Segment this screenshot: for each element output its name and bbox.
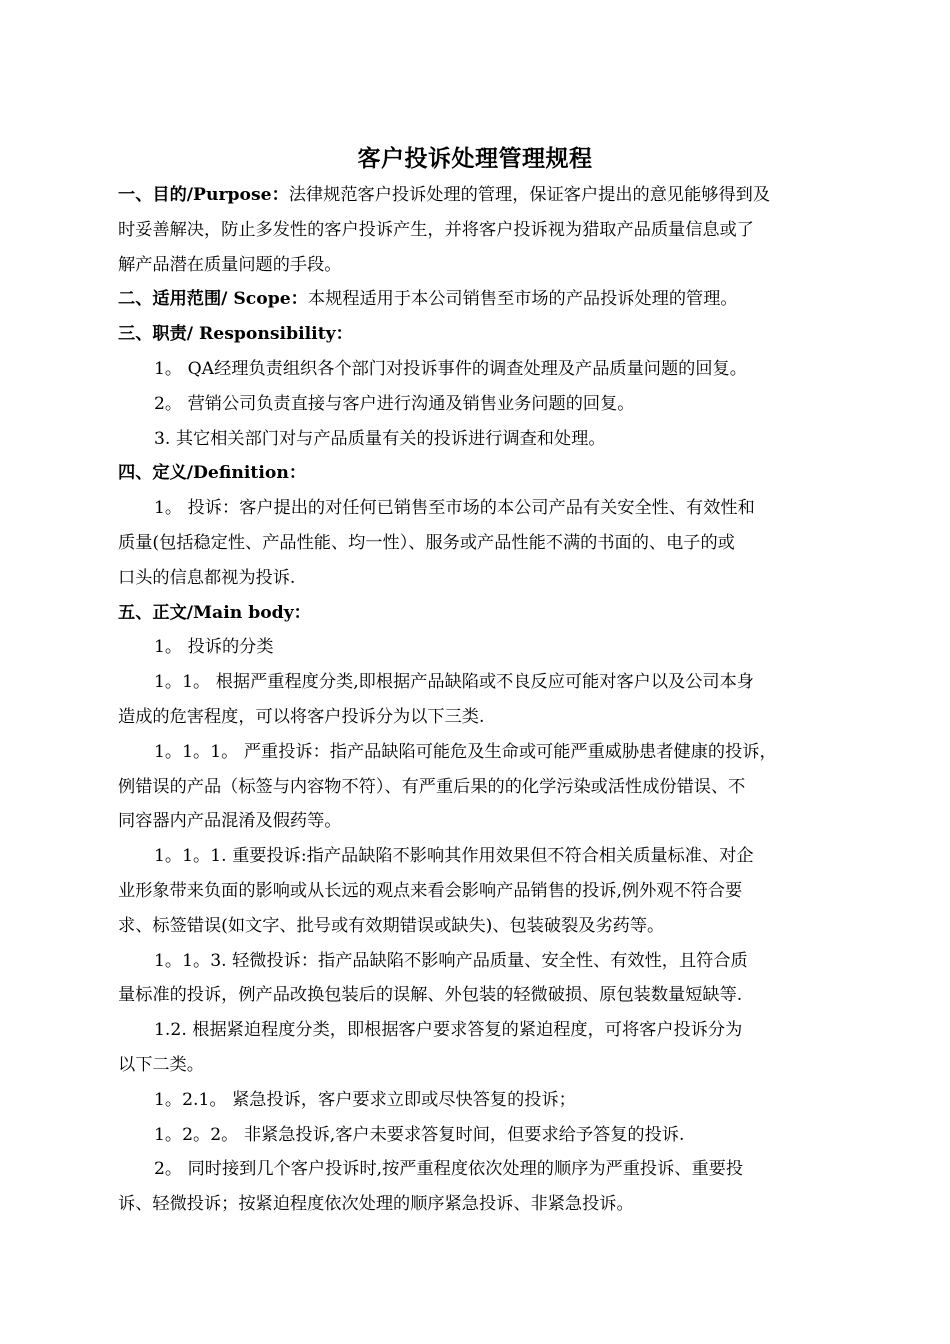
section-heading: 一、目的/Purpose： — [118, 185, 289, 205]
line-text: 1。 投诉的分类 — [154, 637, 274, 658]
line-text: 1。 投诉：客户提出的对任何已销售至市场的本公司产品有关安全性、有效性和 — [154, 498, 755, 519]
document-line — [118, 1152, 838, 1187]
line-text: 1。1。1。 严重投诉：指产品缺陷可能危及生命或可能严重威胁患者健康的投诉， — [154, 741, 777, 762]
document-line — [118, 456, 838, 491]
line-text: 1。1。 根据严重程度分类,即根据产品缺陷或不良反应可能对客户以及公司本身 — [154, 672, 754, 693]
line-text: 质量(包括稳定性、产品性能、均一性）、服务或产品性能不满的书面的、电子的或 — [118, 532, 735, 553]
line-text: 本规程适用于本公司销售至市场的产品投诉处理的管理。 — [307, 289, 738, 310]
document-line — [118, 1048, 838, 1083]
document-line — [118, 944, 838, 979]
document-line — [118, 387, 838, 422]
document-line — [118, 1187, 838, 1222]
document-line — [118, 665, 838, 700]
line-text: 量标准的投诉，例产品改换包装后的误解、外包装的轻微破损、原包装数量短缺等. — [118, 985, 743, 1006]
line-text: 3. 其它相关部门对与产品质量有关的投诉进行调查和处理。 — [154, 428, 606, 449]
line-text: 1。1。1. 重要投诉:指产品缺陷不影响其作用效果但不符合相关质量标准、对企 — [154, 846, 754, 867]
line-text: 时妥善解决，防止多发性的客户投诉产生，并将客户投诉视为猎取产品质量信息或了 — [118, 219, 754, 240]
document-line — [118, 978, 838, 1013]
document-line — [118, 874, 838, 909]
document-line — [118, 735, 838, 770]
document-line — [118, 839, 838, 874]
document-line — [118, 630, 838, 665]
document-line — [118, 213, 838, 248]
document-line — [118, 282, 838, 317]
section-heading: 四、定义/Definition： — [118, 463, 307, 484]
document-line — [118, 248, 838, 283]
document-line — [118, 909, 838, 944]
document-line — [118, 1013, 838, 1048]
document-line — [118, 317, 838, 352]
section-heading: 三、职责/ Responsibility： — [118, 324, 353, 345]
document-line — [118, 1118, 838, 1153]
line-text: 解产品潜在质量问题的手段。 — [118, 254, 342, 275]
line-text: 造成的危害程度，可以将客户投诉分为以下三类. — [118, 706, 485, 727]
line-text: 例错误的产品（标签与内容物不符）、有严重后果的的化学污染或活性成份错误、不 — [118, 776, 746, 797]
line-text: 2。 营销公司负责直接与客户进行沟通及销售业务问题的回复。 — [154, 393, 635, 414]
document-line — [118, 491, 838, 526]
line-text: 口头的信息都视为投诉. — [118, 567, 296, 588]
section-heading: 二、适用范围/ Scope： — [118, 289, 308, 310]
line-text: 业形象带来负面的影响或从长远的观点来看会影响产品销售的投诉,例外观不符合要 — [118, 880, 743, 901]
line-text: 求、标签错误(如文字、批号或有效期错误或缺失)、包装破裂及劣药等。 — [118, 915, 665, 936]
document-line — [118, 526, 838, 561]
line-text: 诉、轻微投诉；按紧迫程度依次处理的顺序紧急投诉、非紧急投诉。 — [118, 1194, 634, 1215]
section-heading: 五、正文/Main body： — [118, 602, 311, 623]
document-line — [118, 1083, 838, 1118]
document-line — [118, 352, 838, 387]
document-line — [118, 804, 838, 839]
line-text: 1.2. 根据紧迫程度分类，即根据客户要求答复的紧迫程度，可将客户投诉分为 — [154, 1020, 743, 1041]
document-line — [118, 422, 838, 457]
line-text: 法律规范客户投诉处理的管理，保证客户提出的意见能够得到及 — [288, 185, 771, 205]
line-text: 1。 QA经理负责组织各个部门对投诉事件的调查处理及产品质量问题的回复。 — [154, 358, 747, 379]
document-line — [118, 178, 838, 213]
document-title: 客户投诉处理管理规程 — [357, 145, 593, 172]
line-text: 1。2。2。 非紧急投诉,客户未要求答复时间，但要求给予答复的投诉. — [154, 1124, 685, 1145]
document-body — [118, 178, 838, 1222]
line-text: 2。 同时接到几个客户投诉时,按严重程度依次处理的顺序为严重投诉、重要投 — [154, 1159, 744, 1180]
line-text: 1。1。3. 轻微投诉：指产品缺陷不影响产品质量、安全性、有效性，且符合质 — [154, 950, 748, 971]
document-line — [118, 561, 838, 596]
document-line — [118, 700, 838, 735]
document-line — [118, 596, 838, 631]
line-text: 以下二类。 — [118, 1054, 204, 1075]
line-text: 同容器内产品混淆及假药等。 — [118, 811, 342, 832]
line-text: 1。2.1。 紧急投诉，客户要求立即或尽快答复的投诉； — [154, 1089, 576, 1110]
document-line — [118, 770, 838, 805]
